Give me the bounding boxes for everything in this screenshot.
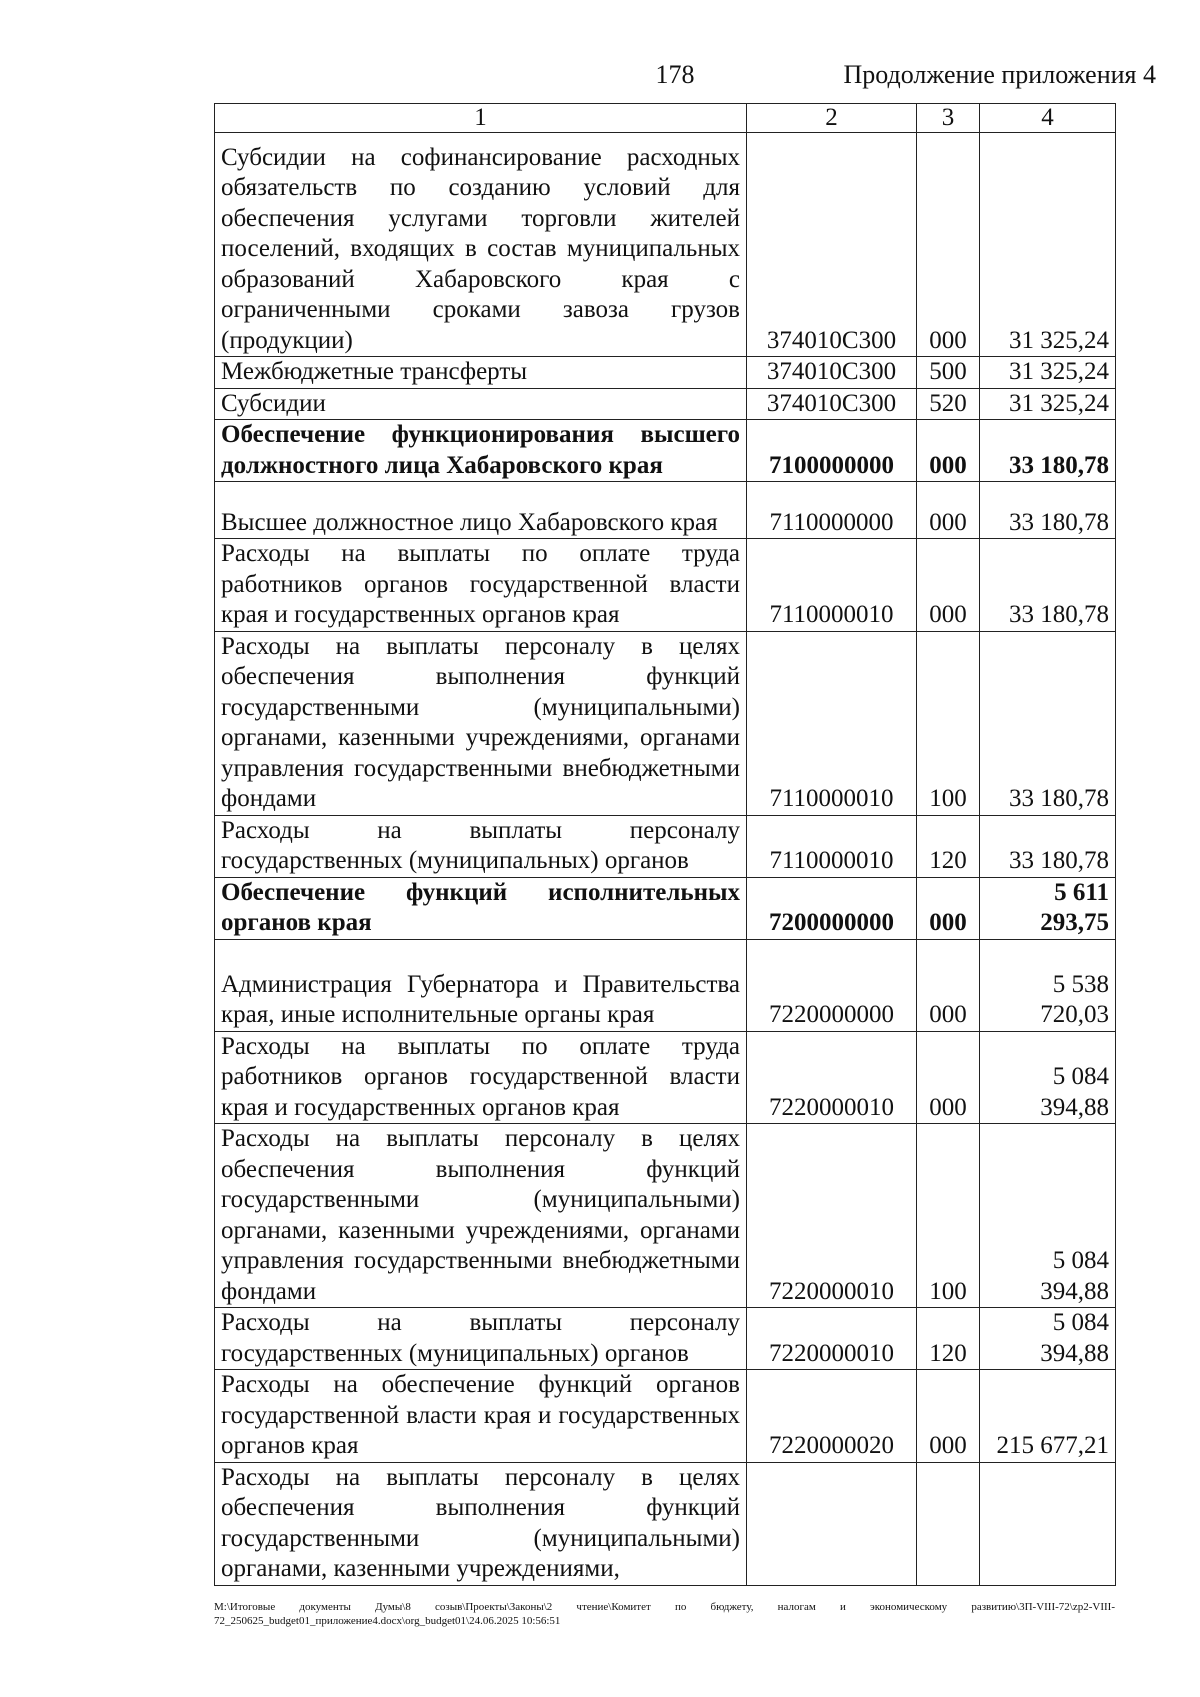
row-kind: 000 xyxy=(917,539,980,632)
row-name: Межбюджетные трансферты xyxy=(215,357,747,389)
row-name: Субсидии на софинансирование расходных обязательств по созданию условий для обеспечения услугами торговли жителей поселений, входящих в состав муниципальных образований Хабаровского края с ограниченными сроками завоза грузов (продукции) xyxy=(215,133,747,357)
row-kind: 000 xyxy=(917,939,980,1031)
row-amount: 31 325,24 xyxy=(980,357,1116,389)
row-amount: 215 677,21 xyxy=(980,1370,1116,1463)
row-code: 7110000010 xyxy=(747,815,917,877)
table-row xyxy=(215,357,1116,389)
row-code: 7110000000 xyxy=(747,482,917,539)
table-row xyxy=(215,420,1116,482)
row-name: Расходы на выплаты персоналу в целях обеспечения выполнения функций государственными (муниципальными) органами, казенными учреждениями, xyxy=(215,1462,747,1585)
row-amount: 5 538 720,03 xyxy=(980,939,1116,1031)
row-kind: 000 xyxy=(917,877,980,939)
table-row xyxy=(215,388,1116,420)
row-amount: 31 325,24 xyxy=(980,388,1116,420)
budget-table xyxy=(214,103,1116,1586)
row-name: Расходы на выплаты по оплате труда работников органов государственной власти края и государственных органов края xyxy=(215,539,747,632)
row-name: Обеспечение функций исполнительных органов края xyxy=(215,877,747,939)
row-kind: 520 xyxy=(917,388,980,420)
row-name: Расходы на выплаты персоналу государственных (муниципальных) органов xyxy=(215,1308,747,1370)
table-row xyxy=(215,1124,1116,1308)
row-kind xyxy=(917,1462,980,1585)
column-number-row xyxy=(215,104,1116,133)
row-code: 7220000000 xyxy=(747,939,917,1031)
table-row xyxy=(215,877,1116,939)
row-code: 374010С300 xyxy=(747,388,917,420)
table-row xyxy=(215,939,1116,1031)
table-row xyxy=(215,133,1116,357)
table-row xyxy=(215,1031,1116,1124)
row-code: 374010С300 xyxy=(747,133,917,357)
row-kind: 000 xyxy=(917,420,980,482)
row-code: 7100000000 xyxy=(747,420,917,482)
row-code: 7110000010 xyxy=(747,539,917,632)
row-amount: 5 084 394,88 xyxy=(980,1124,1116,1308)
row-name: Администрация Губернатора и Правительства края, иные исполнительные органы края xyxy=(215,939,747,1031)
column-header-kind: 3 xyxy=(917,104,980,133)
table-row xyxy=(215,539,1116,632)
row-kind: 500 xyxy=(917,357,980,389)
row-amount: 31 325,24 xyxy=(980,133,1116,357)
row-name: Субсидии xyxy=(215,388,747,420)
row-amount: 33 180,78 xyxy=(980,631,1116,815)
row-name: Обеспечение функционирования высшего должностного лица Хабаровского края xyxy=(215,420,747,482)
row-kind: 120 xyxy=(917,1308,980,1370)
row-name: Высшее должностное лицо Хабаровского края xyxy=(215,482,747,539)
table-row xyxy=(215,1308,1116,1370)
row-name: Расходы на выплаты персоналу государственных (муниципальных) органов xyxy=(215,815,747,877)
row-kind: 000 xyxy=(917,1370,980,1463)
row-amount xyxy=(980,1462,1116,1585)
column-header-amount: 4 xyxy=(980,104,1116,133)
table-row xyxy=(215,1462,1116,1585)
row-amount: 5 084 394,88 xyxy=(980,1031,1116,1124)
row-code: 7220000010 xyxy=(747,1124,917,1308)
row-amount: 33 180,78 xyxy=(980,815,1116,877)
row-code: 7200000000 xyxy=(747,877,917,939)
row-kind: 100 xyxy=(917,1124,980,1308)
row-name: Расходы на выплаты персоналу в целях обеспечения выполнения функций государственными (муниципальными) органами, казенными учреждениями, органами управления государственными внебюджетными фондами xyxy=(215,631,747,815)
column-header-code: 2 xyxy=(747,104,917,133)
row-code: 7220000010 xyxy=(747,1031,917,1124)
row-kind: 000 xyxy=(917,1031,980,1124)
row-code: 7220000010 xyxy=(747,1308,917,1370)
row-kind: 100 xyxy=(917,631,980,815)
row-kind: 120 xyxy=(917,815,980,877)
appendix-continuation-note: Продолжение приложения 4 xyxy=(843,60,1156,89)
row-kind: 000 xyxy=(917,482,980,539)
table-row xyxy=(215,631,1116,815)
table-header xyxy=(215,104,1116,133)
row-amount: 33 180,78 xyxy=(980,539,1116,632)
row-amount: 5 611 293,75 xyxy=(980,877,1116,939)
row-kind: 000 xyxy=(917,133,980,357)
table-row xyxy=(215,815,1116,877)
row-name: Расходы на обеспечение функций органов государственной власти края и государственных органов края xyxy=(215,1370,747,1463)
table-row xyxy=(215,482,1116,539)
row-code xyxy=(747,1462,917,1585)
column-header-name: 1 xyxy=(215,104,747,133)
table-body xyxy=(215,133,1116,1586)
row-code: 7220000020 xyxy=(747,1370,917,1463)
page-number: 178 xyxy=(655,60,695,89)
row-amount: 33 180,78 xyxy=(980,420,1116,482)
table-row xyxy=(215,1370,1116,1463)
row-code: 374010С300 xyxy=(747,357,917,389)
footer-file-path: M:\Итоговые документы Думы\8 созыв\Проекты\Законы\2 чтение\Комитет по бюджету, налогам и экономическому развитию\3П-VIII-72\zp2-VIII-72_250625_budget01_приложение4.docx\org_budget01\24.06.2025 10:56:51 xyxy=(214,1601,1115,1627)
row-name: Расходы на выплаты персоналу в целях обеспечения выполнения функций государственными (муниципальными) органами, казенными учреждениями, органами управления государственными внебюджетными фондами xyxy=(215,1124,747,1308)
row-amount: 33 180,78 xyxy=(980,482,1116,539)
row-amount: 5 084 394,88 xyxy=(980,1308,1116,1370)
row-name: Расходы на выплаты по оплате труда работников органов государственной власти края и государственных органов края xyxy=(215,1031,747,1124)
row-code: 7110000010 xyxy=(747,631,917,815)
